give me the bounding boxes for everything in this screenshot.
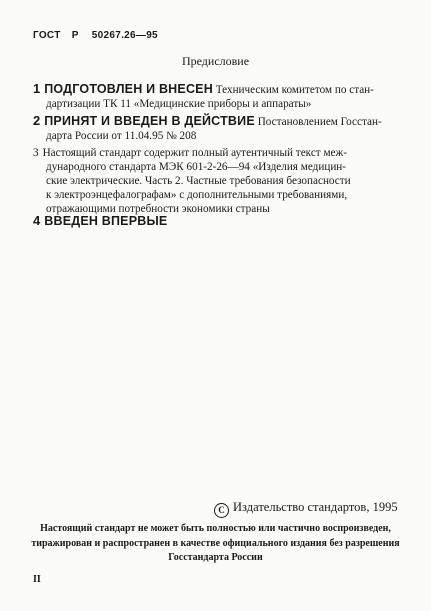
item-1-text: Техническим комитетом по стан- xyxy=(212,84,374,96)
item-2-line-2: дарта России от 11.04.95 № 208 xyxy=(46,130,197,142)
item-1-number: 1 xyxy=(33,81,41,96)
notice-line-2: тиражирован и распространен в качестве официального издания без разрешения xyxy=(31,537,400,549)
item-1-line-2: дартизации ТК 11 «Медицинские приборы и аппараты» xyxy=(46,98,312,110)
foreword-item-4 xyxy=(33,214,401,229)
foreword-item-1 xyxy=(33,82,401,111)
item-3-line-2: дународного стандарта МЭК 601-2-26—94 «Изделия медицин- xyxy=(46,161,347,173)
item-3-line-3: ские электрические. Часть 2. Частные требования безопасности xyxy=(46,175,351,187)
item-3-text-1: Настоящий стандарт содержит полный аутентичный текст меж- xyxy=(42,147,347,159)
item-3-line-4: к электроэнцефалографам» с дополнительными требованиями, xyxy=(46,189,348,201)
running-header xyxy=(33,30,158,41)
item-1-line-1 xyxy=(33,82,401,97)
notice-line-3: Госстандарта России xyxy=(168,552,263,563)
section-title: Предисловие xyxy=(181,54,250,68)
copyright-icon: С xyxy=(214,503,229,518)
foreword-item-3 xyxy=(33,146,401,216)
item-2-lead: ПРИНЯТ И ВВЕДЕН В ДЕЙСТВИЕ xyxy=(44,114,255,128)
item-2-line-1 xyxy=(33,114,401,129)
copyright-text: Издательство стандартов, 1995 xyxy=(233,500,398,514)
item-2-text: Постановлением Госстан- xyxy=(254,116,382,128)
item-1-lead: ПОДГОТОВЛЕН И ВНЕСЕН xyxy=(44,82,213,96)
page-number: II xyxy=(33,574,41,585)
header-series: Р xyxy=(71,30,79,41)
header-gost: ГОСТ xyxy=(33,30,61,41)
foreword-item-2 xyxy=(33,114,401,143)
header-standard-number: 50267.26—95 xyxy=(91,30,158,41)
item-4-lead: ВВЕДЕН ВПЕРВЫЕ xyxy=(44,214,168,228)
copyright-line xyxy=(214,500,398,518)
item-3-line-1 xyxy=(33,146,401,160)
item-3-number: 3 xyxy=(33,147,39,159)
item-4-line-1 xyxy=(33,214,401,229)
notice-line-1: Настоящий стандарт не может быть полностью или частично воспроизведен, xyxy=(40,523,391,534)
item-3-line-5: отражающими потребности экономики страны xyxy=(46,203,270,215)
item-2-number: 2 xyxy=(33,113,41,128)
item-4-number: 4 xyxy=(33,213,41,228)
reproduction-notice xyxy=(0,522,431,566)
